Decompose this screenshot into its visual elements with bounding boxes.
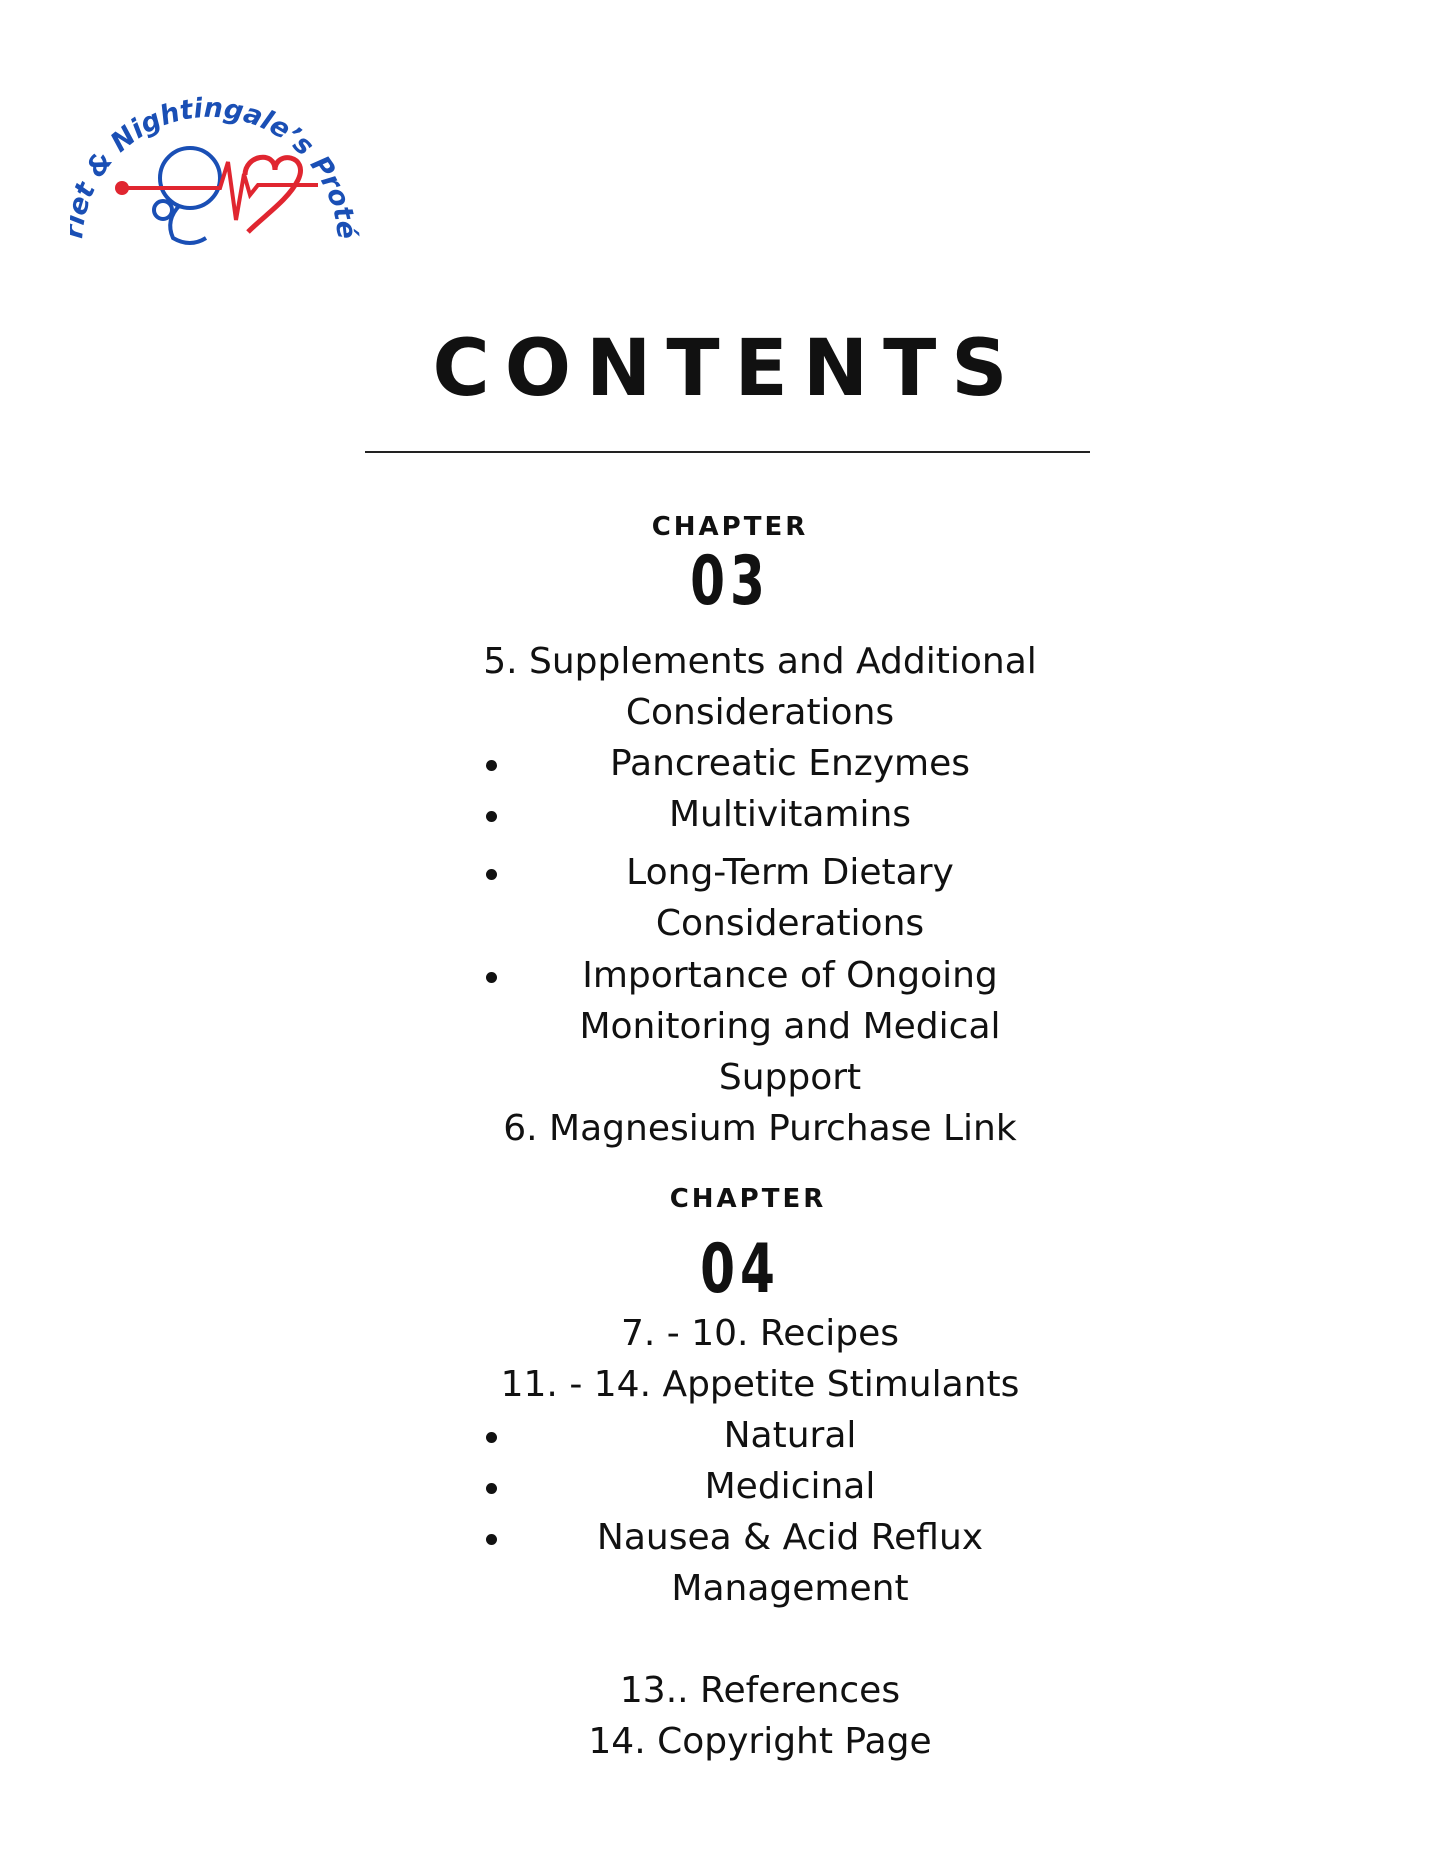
bullet-dot bbox=[486, 1483, 497, 1494]
toc-bullet-natural: Natural bbox=[723, 1415, 857, 1456]
toc-bullet-multivitamins: Multivitamins bbox=[668, 794, 912, 835]
toc-bullet-ongoing-monitoring: Importance of Ongoing bbox=[582, 955, 998, 996]
toc-entry-appetite-stimulants: 11. - 14. Appetite Stimulants bbox=[500, 1364, 1020, 1405]
chapter-04-label: CHAPTER bbox=[669, 1184, 827, 1214]
chapter-03-number: 03 bbox=[690, 542, 770, 621]
bullet-dot bbox=[486, 972, 497, 983]
logo-graphic bbox=[70, 70, 370, 260]
logo bbox=[70, 70, 370, 260]
bullet-dot bbox=[486, 1432, 497, 1443]
toc-bullet-ongoing-monitoring-cont-1: Monitoring and Medical bbox=[579, 1006, 1001, 1047]
toc-entry-references: 13.. References bbox=[619, 1670, 901, 1711]
toc-bullet-nausea-reflux: Nausea & Acid Reflux bbox=[596, 1517, 984, 1558]
toc-bullet-nausea-reflux-cont: Management bbox=[671, 1568, 909, 1609]
chapter-04-number: 04 bbox=[700, 1230, 780, 1309]
toc-entry-supplements-cont: Considerations bbox=[625, 692, 895, 733]
toc-bullet-long-term-dietary-cont: Considerations bbox=[655, 903, 925, 944]
toc-entry-copyright-page: 14. Copyright Page bbox=[588, 1721, 932, 1762]
heart-icon bbox=[245, 157, 301, 232]
title-divider bbox=[365, 451, 1090, 453]
toc-entry-recipes: 7. - 10. Recipes bbox=[620, 1313, 899, 1354]
bullet-dot bbox=[486, 811, 497, 822]
bullet-dot bbox=[486, 760, 497, 771]
stethoscope-icon bbox=[160, 148, 220, 208]
toc-bullet-pancreatic-enzymes: Pancreatic Enzymes bbox=[609, 743, 971, 784]
logo-text: t & Nightingale’s Proté bbox=[70, 92, 363, 241]
bullet-dot bbox=[486, 869, 497, 880]
toc-bullet-long-term-dietary: Long-Term Dietary bbox=[626, 852, 954, 893]
toc-entry-magnesium-link: 6. Magnesium Purchase Link bbox=[503, 1108, 1017, 1149]
toc-bullet-ongoing-monitoring-cont-2: Support bbox=[718, 1057, 862, 1098]
chapter-03-label: CHAPTER bbox=[651, 512, 809, 542]
page-title: CONTENTS bbox=[432, 324, 1023, 414]
bullet-dot bbox=[486, 1534, 497, 1545]
toc-entry-supplements: 5. Supplements and Additional bbox=[483, 641, 1037, 682]
toc-bullet-medicinal: Medicinal bbox=[704, 1466, 876, 1507]
